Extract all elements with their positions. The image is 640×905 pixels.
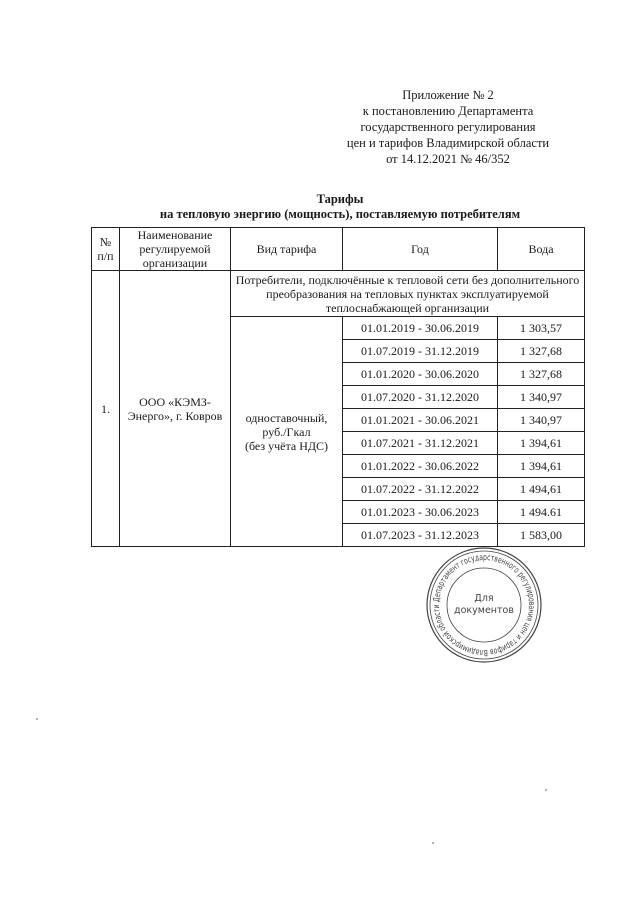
value-cell: 1 394,61 [498,455,585,478]
period-cell: 01.07.2020 - 31.12.2020 [343,386,498,409]
period-cell: 01.07.2023 - 31.12.2023 [343,524,498,547]
header-water: Вода [498,228,585,271]
scan-speck [545,789,547,791]
value-cell: 1 327,68 [498,340,585,363]
header-year: Год [343,228,498,271]
header-organization: Наименование регулируемой организации [120,228,231,271]
period-cell: 01.01.2021 - 30.06.2021 [343,409,498,432]
appendix-line: государственного регулирования [360,120,536,134]
tariff-type-line: руб./Гкал [262,424,311,439]
header-tariff-type: Вид тарифа [231,228,343,271]
scan-speck [432,842,434,844]
tariff-type [231,317,343,547]
value-cell: 1 494.61 [498,501,585,524]
period-cell: 01.07.2021 - 31.12.2021 [343,432,498,455]
period-cell: 01.01.2022 - 30.06.2022 [343,455,498,478]
scan-speck [36,718,38,720]
appendix-date: от 14.12.2021 № 46/352 [386,152,510,166]
tariff-table [91,227,585,547]
appendix-line: цен и тарифов Владимирской области [346,136,550,150]
header-num: № п/п [92,228,120,271]
table-row [92,271,585,317]
title-main: Тарифы [316,192,364,206]
period-cell: 01.01.2023 - 30.06.2023 [343,501,498,524]
period-cell: 01.01.2020 - 30.06.2020 [343,363,498,386]
row-number: 1. [92,271,120,547]
stamp-seal [424,545,544,665]
tariff-type-line: одноставочный, [245,410,328,425]
consumer-category: Потребители, подключённые к тепловой сети без дополнительного преобразования на тепловых пунктах эксплуатируемой теплоснабжающей организации [231,271,585,317]
appendix-header [318,87,578,167]
appendix-title: Приложение № 2 [402,88,494,102]
stamp-center-text: Для [474,593,494,604]
period-cell: 01.07.2019 - 31.12.2019 [343,340,498,363]
value-cell: 1 340,97 [498,409,585,432]
table-header-row [92,228,585,271]
document-title [90,192,590,222]
period-cell: 01.01.2019 - 30.06.2019 [343,317,498,340]
period-cell: 01.07.2022 - 31.12.2022 [343,478,498,501]
value-cell: 1 340,97 [498,386,585,409]
stamp-ring-text: Департамент государственного регулирования цен и тарифов Владимирской области [431,552,537,658]
value-cell: 1 583,00 [498,524,585,547]
official-stamp [424,545,544,665]
value-cell: 1 327,68 [498,363,585,386]
title-subtitle: на тепловую энергию (мощность), поставляемую потребителям [159,207,521,221]
tariff-type-line: (без учёта НДС) [244,438,329,453]
value-cell: 1 303,57 [498,317,585,340]
stamp-center-text: документов [454,605,514,616]
value-cell: 1 394,61 [498,432,585,455]
value-cell: 1 494,61 [498,478,585,501]
organization-name: ООО «КЭМЗ-Энерго», г. Ковров [120,271,231,547]
appendix-line: к постановлению Департамента [362,104,534,118]
